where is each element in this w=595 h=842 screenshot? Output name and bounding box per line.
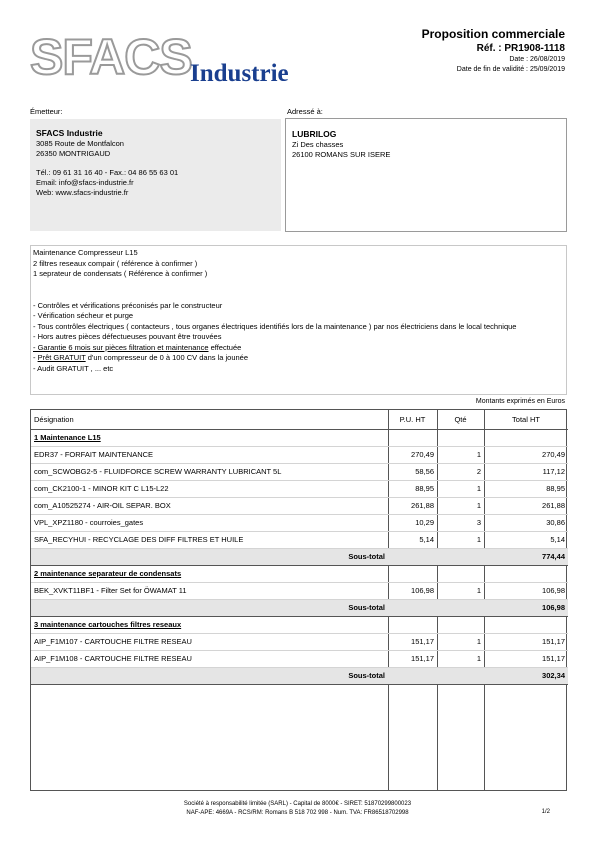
cell-designation: AIP_F1M108 - CARTOUCHE FILTRE RESEAU bbox=[31, 650, 388, 667]
subtotal-row bbox=[31, 599, 568, 616]
cell-unit-price: 88,95 bbox=[388, 480, 437, 497]
description-line: - Vérification sécheur et purge bbox=[33, 311, 134, 320]
loan-highlight: Prêt GRATUIT bbox=[37, 353, 86, 362]
description-line: Maintenance Compresseur L15 bbox=[33, 248, 138, 257]
emetteur-web: Web: www.sfacs-industrie.fr bbox=[36, 188, 129, 197]
table-row bbox=[31, 463, 568, 480]
cell-total: 151,17 bbox=[484, 650, 568, 667]
subtotal-label: Sous-total bbox=[31, 548, 388, 565]
cell-quantity: 1 bbox=[437, 497, 484, 514]
description-line: - Audit GRATUIT , ... etc bbox=[33, 363, 114, 373]
loan-text: d'un compresseur de 0 à 100 CV dans la jounée bbox=[85, 353, 249, 362]
company-logo bbox=[28, 30, 318, 88]
table-row bbox=[31, 650, 568, 667]
emetteur-phone: Tél.: 09 61 31 16 40 - Fax.: 04 86 55 63 01 bbox=[36, 168, 179, 177]
subtotal-value: 774,44 bbox=[484, 548, 568, 565]
loan-prefix: - bbox=[33, 353, 38, 362]
emetteur-email: Email: info@sfacs-industrie.fr bbox=[36, 178, 134, 187]
column-header-quantity: Qté bbox=[437, 410, 484, 429]
document-date: Date : 26/08/2019 bbox=[509, 56, 565, 63]
column-header-total: Total HT bbox=[484, 410, 568, 429]
section-title: 1 Maintenance L15 bbox=[34, 433, 101, 442]
cell-quantity: 1 bbox=[437, 633, 484, 650]
page-number: 1/2 bbox=[541, 809, 550, 815]
description-line: - Hors autres pièces défectueuses pouvant être trouvées bbox=[33, 332, 222, 341]
cell-total: 88,95 bbox=[484, 480, 568, 497]
guarantee-text: - Garantie 6 mois sur pièces filtration et maintenance bbox=[33, 342, 209, 352]
description-line: - Tous contrôles électriques ( contacteurs , tous organes électriques identifiés lors de la maintenance ) par nos électriciens dans le local technique bbox=[33, 321, 517, 331]
cell-unit-price: 151,17 bbox=[388, 633, 437, 650]
table-row bbox=[31, 446, 568, 463]
column-header-unit-price: P.U. HT bbox=[388, 410, 437, 429]
cell-quantity: 1 bbox=[437, 480, 484, 497]
cell-unit-price: 58,56 bbox=[388, 463, 437, 480]
section-title: 2 maintenance separateur de condensats bbox=[34, 569, 182, 578]
description-box bbox=[30, 245, 567, 395]
cell-unit-price: 5,14 bbox=[388, 531, 437, 548]
items-table bbox=[30, 409, 567, 791]
description-line bbox=[33, 353, 564, 364]
cell-designation: SFA_RECYHUI - RECYCLAGE DES DIFF FILTRES ET HUILE bbox=[31, 531, 388, 548]
legal-footer bbox=[0, 800, 595, 818]
logo-sub-text: Industrie bbox=[190, 60, 289, 87]
description-line bbox=[33, 343, 564, 354]
destinataire-box bbox=[285, 118, 567, 232]
subtotal-value: 106,98 bbox=[484, 599, 568, 616]
footer-line2: NAF-APE: 4669A - RCS/RM: Romans B 518 702 998 - Num. TVA: FR86518702998 bbox=[186, 810, 409, 816]
cell-unit-price: 10,29 bbox=[388, 514, 437, 531]
cell-designation: VPL_XPZ1180 - courroies_gates bbox=[31, 514, 388, 531]
section-row bbox=[31, 565, 568, 582]
document-reference: Réf. : PR1908-1118 bbox=[476, 43, 565, 54]
cell-unit-price: 151,17 bbox=[388, 650, 437, 667]
destinataire-address-line2: 26100 ROMANS SUR ISERE bbox=[292, 150, 391, 159]
emetteur-box bbox=[30, 119, 281, 231]
cell-quantity: 1 bbox=[437, 446, 484, 463]
subtotal-value: 302,34 bbox=[484, 667, 568, 684]
description-line: - Contrôles et vérifications préconisés par le constructeur bbox=[33, 300, 223, 310]
cell-designation: com_SCWOBG2-5 - FLUIDFORCE SCREW WARRANTY LUBRICANT 5L bbox=[31, 463, 388, 480]
destinataire-name: LUBRILOG bbox=[292, 129, 337, 139]
subtotal-label: Sous-total bbox=[31, 667, 388, 684]
cell-total: 106,98 bbox=[484, 582, 568, 599]
cell-designation: com_A10525274 - AIR-OIL SEPAR. BOX bbox=[31, 497, 388, 514]
cell-unit-price: 270,49 bbox=[388, 446, 437, 463]
footer-line1: Société à responsabilité limitée (SARL) - Capital de 8000€ - SIRET: 51870299800023 bbox=[183, 801, 412, 807]
subtotal-label: Sous-total bbox=[31, 599, 388, 616]
table-row bbox=[31, 582, 568, 599]
cell-quantity: 3 bbox=[437, 514, 484, 531]
section-row bbox=[31, 616, 568, 633]
cell-total: 117,12 bbox=[484, 463, 568, 480]
destinataire-label: Adressé à: bbox=[287, 107, 323, 116]
section-row bbox=[31, 429, 568, 446]
cell-designation: AIP_F1M107 - CARTOUCHE FILTRE RESEAU bbox=[31, 633, 388, 650]
cell-designation: EDR37 - FORFAIT MAINTENANCE bbox=[31, 446, 388, 463]
logo-main-text: SFACS bbox=[30, 30, 192, 85]
table-row bbox=[31, 497, 568, 514]
cell-total: 30,86 bbox=[484, 514, 568, 531]
cell-designation: com_CK2100-1 - MINOR KIT C L15-L22 bbox=[31, 480, 388, 497]
cell-total: 151,17 bbox=[484, 633, 568, 650]
cell-quantity: 1 bbox=[437, 582, 484, 599]
guarantee-suffix: effectuée bbox=[208, 342, 242, 352]
description-line: 2 filtres reseaux compair ( référence à confirmer ) bbox=[33, 258, 198, 268]
emetteur-label: Émetteur: bbox=[30, 107, 63, 116]
table-row bbox=[31, 480, 568, 497]
cell-quantity: 1 bbox=[437, 650, 484, 667]
emetteur-address-line1: 3085 Route de Montfalcon bbox=[36, 139, 124, 148]
table-row bbox=[31, 514, 568, 531]
section-title: 3 maintenance cartouches filtres reseaux bbox=[34, 620, 182, 629]
destinataire-address-line1: Zi Des chasses bbox=[292, 140, 344, 149]
table-row bbox=[31, 633, 568, 650]
cell-unit-price: 106,98 bbox=[388, 582, 437, 599]
cell-quantity: 1 bbox=[437, 531, 484, 548]
emetteur-name: SFACS Industrie bbox=[36, 128, 103, 138]
document-header bbox=[422, 27, 565, 75]
validity-date: Date de fin de validité : 25/09/2019 bbox=[456, 66, 565, 73]
cell-total: 5,14 bbox=[484, 531, 568, 548]
cell-total: 261,88 bbox=[484, 497, 568, 514]
cell-quantity: 2 bbox=[437, 463, 484, 480]
cell-designation: BEK_XVKT11BF1 - Filter Set for ÖWAMAT 11 bbox=[31, 582, 388, 599]
document-title: Proposition commerciale bbox=[421, 27, 565, 41]
table-header-row bbox=[31, 410, 568, 429]
cell-total: 270,49 bbox=[484, 446, 568, 463]
currency-note: Montants exprimés en Euros bbox=[475, 398, 565, 405]
emetteur-address-line2: 26350 MONTRIGAUD bbox=[36, 149, 111, 158]
subtotal-row bbox=[31, 548, 568, 565]
cell-unit-price: 261,88 bbox=[388, 497, 437, 514]
column-header-designation: Désignation bbox=[31, 410, 388, 429]
description-line: 1 seprateur de condensats ( Référence à confirmer ) bbox=[33, 269, 208, 278]
subtotal-row bbox=[31, 667, 568, 684]
table-row bbox=[31, 531, 568, 548]
